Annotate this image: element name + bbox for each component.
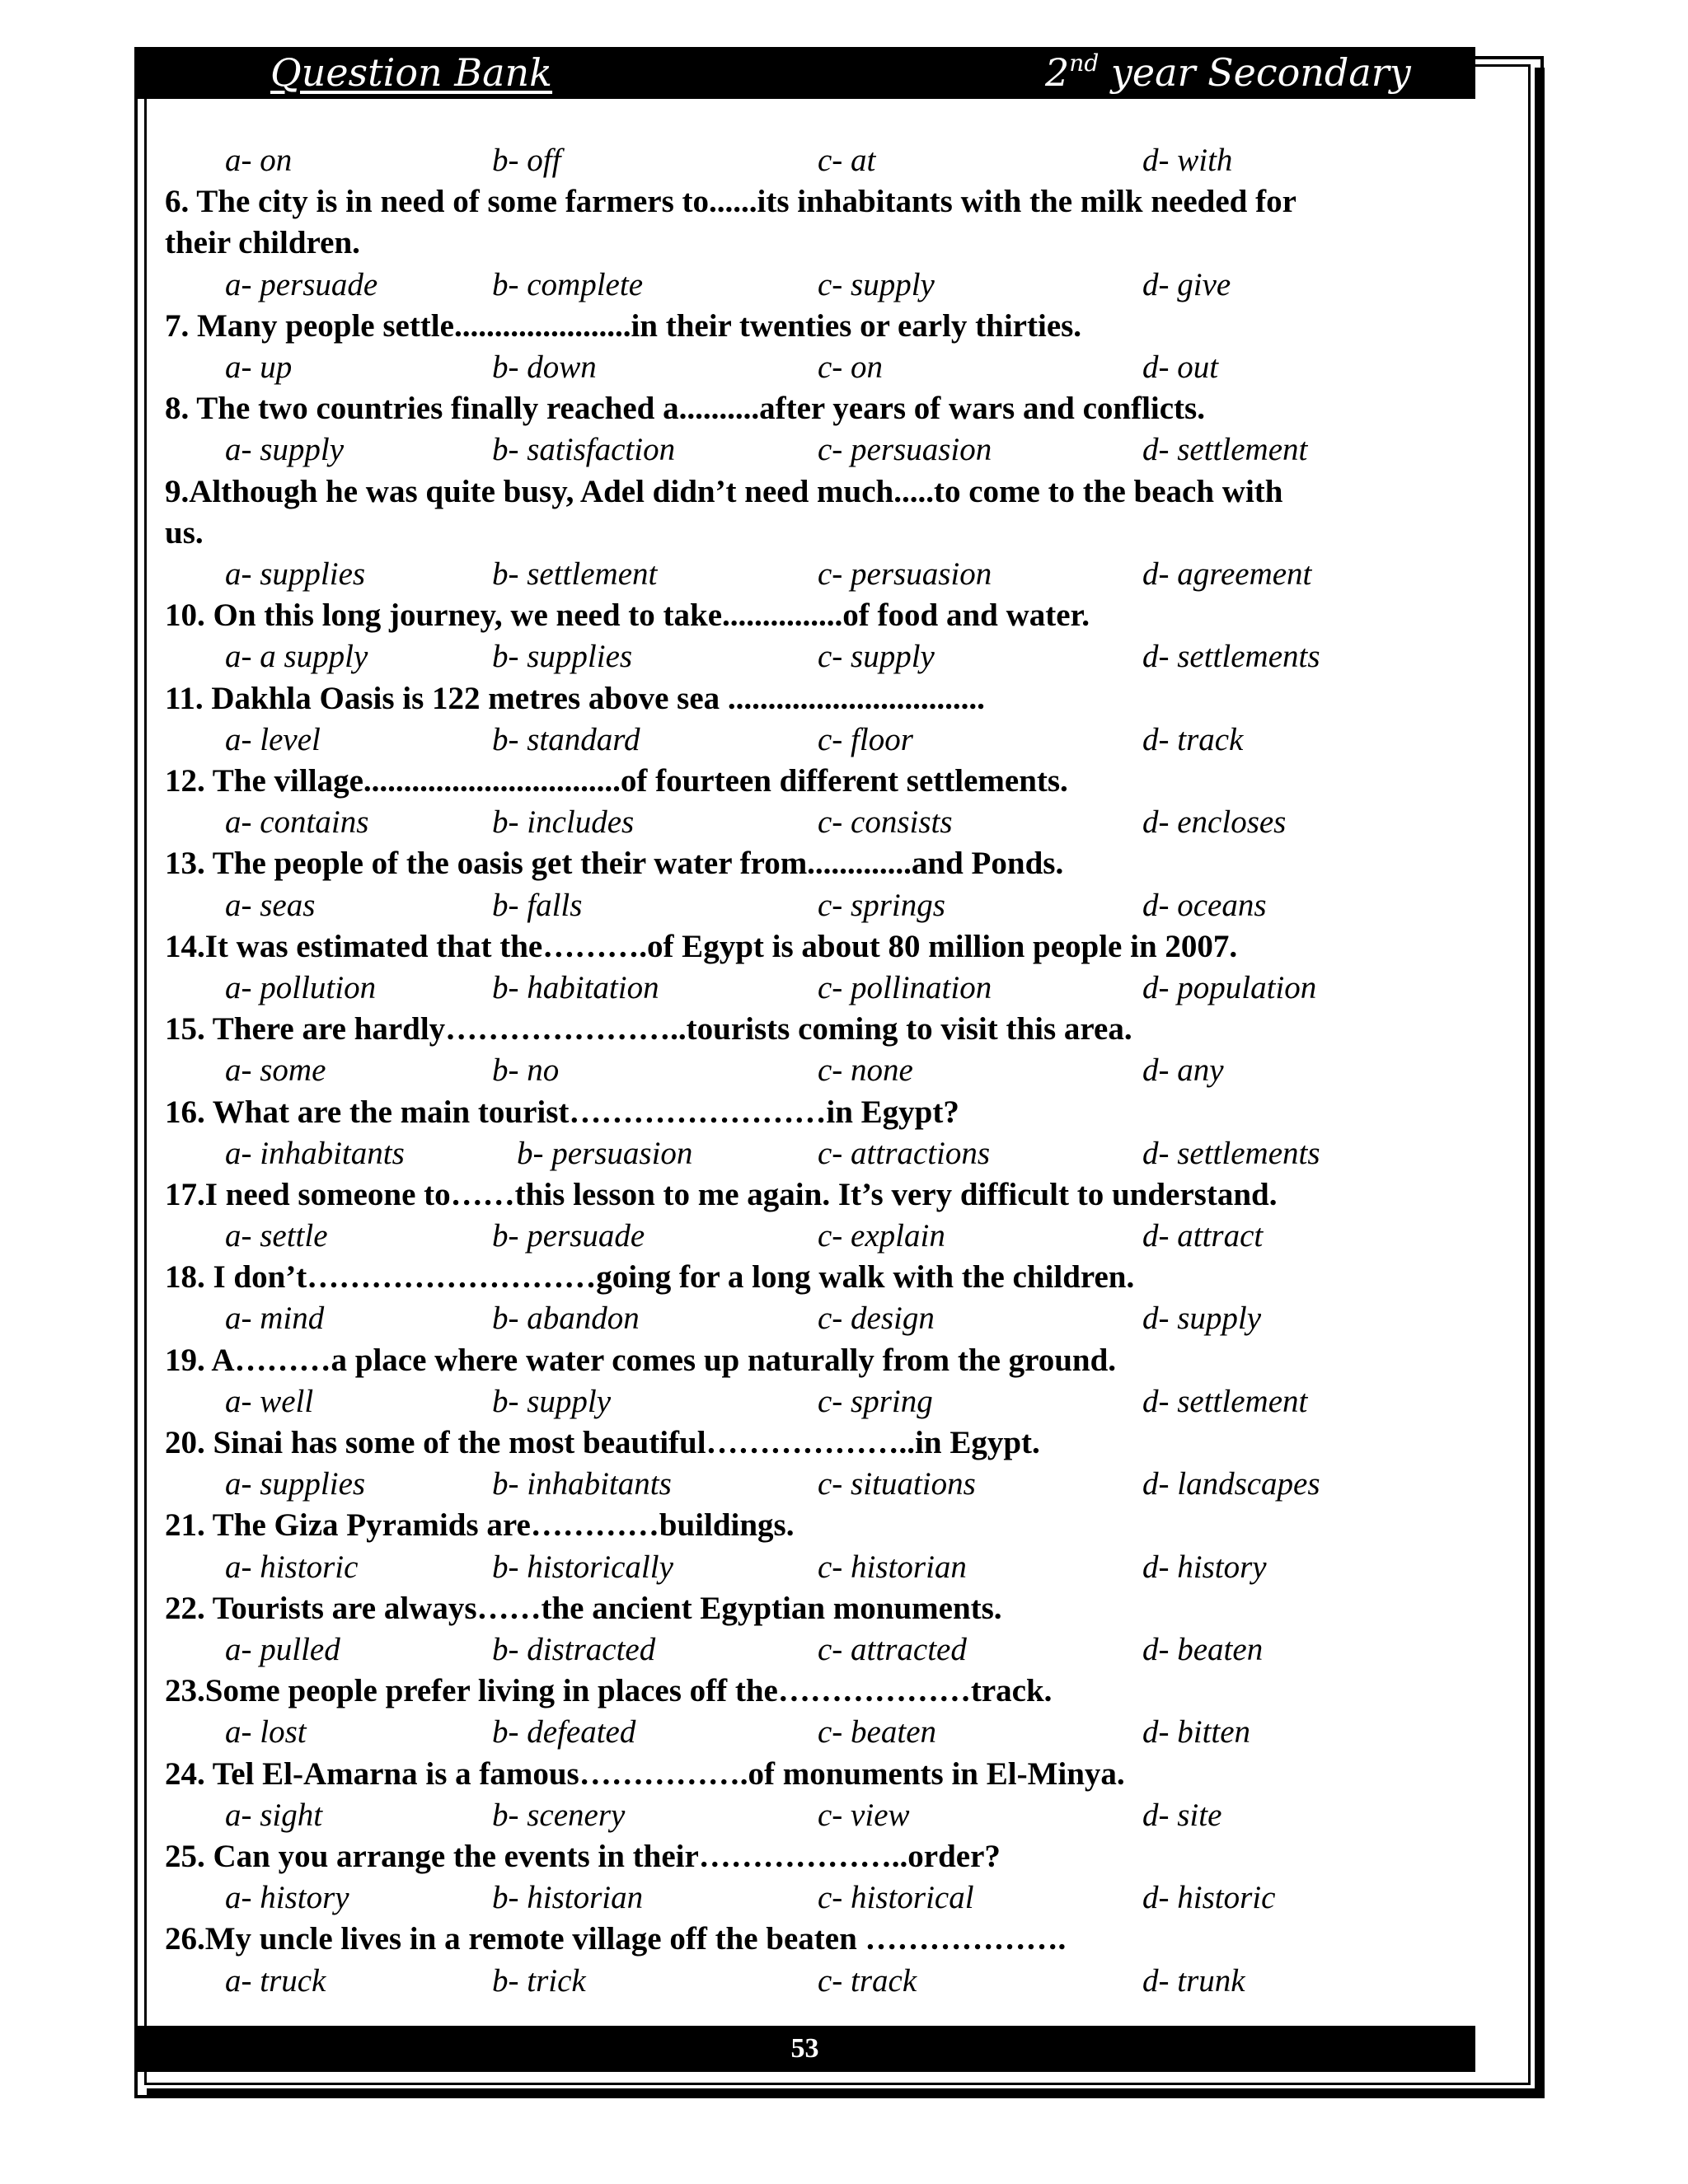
- options-row: [165, 1133, 1459, 1174]
- option-d: d- with: [1142, 143, 1233, 178]
- option-a: a- historic: [225, 1549, 359, 1585]
- option-c: c- consists: [818, 804, 953, 841]
- options-row: [165, 265, 1459, 306]
- options-row: [165, 1298, 1459, 1339]
- page-header: [134, 47, 1475, 99]
- question-text: 25. Can you arrange the events in their………………..order?: [165, 1839, 1001, 1875]
- option-c: c- persuasion: [818, 555, 992, 592]
- option-b: b- falls: [492, 887, 583, 923]
- option-b: b- standard: [492, 721, 640, 757]
- option-c: c- at: [818, 143, 876, 178]
- question-text-continued: us.: [165, 514, 204, 551]
- option-d: d- track: [1142, 721, 1244, 757]
- options-row: [165, 1050, 1459, 1091]
- options-row: [165, 1629, 1459, 1671]
- question-text: 15. There are hardly…………………..tourists coming to visit this area.: [165, 1011, 1132, 1047]
- option-b: b- complete: [492, 266, 644, 302]
- question-text: 7. Many people settle......................in their twenties or early thirties.: [165, 307, 1082, 344]
- option-a: a- supplies: [225, 555, 366, 592]
- option-b: b- down: [492, 349, 597, 385]
- options-row: [165, 719, 1459, 761]
- option-b: b- settlement: [492, 555, 658, 592]
- options-row: [165, 347, 1459, 388]
- options-row: [165, 1216, 1459, 1257]
- option-a: a- persuade: [225, 266, 378, 302]
- option-b: b- supplies: [492, 639, 633, 675]
- option-d: d- out: [1142, 349, 1219, 385]
- options-row: [165, 1547, 1459, 1588]
- option-b: b- persuade: [492, 1218, 645, 1254]
- option-c: c- spring: [818, 1383, 933, 1419]
- option-a: a- settle: [225, 1218, 328, 1254]
- option-a: a- sight: [225, 1797, 323, 1833]
- option-a: a- lost: [225, 1714, 307, 1750]
- option-b: b- inhabitants: [492, 1466, 672, 1502]
- options-row: [165, 968, 1459, 1009]
- question-list: [165, 140, 1459, 2002]
- question-text: 10. On this long journey, we need to take...............of food and water.: [165, 598, 1090, 634]
- option-a: a- seas: [225, 887, 316, 923]
- option-d: d- history: [1142, 1549, 1267, 1585]
- option-b: b- persuasion: [517, 1135, 693, 1171]
- question-text: 20. Sinai has some of the most beautiful………………..in Egypt.: [165, 1425, 1040, 1461]
- option-c: c- historical: [818, 1880, 974, 1916]
- option-d: d- bitten: [1142, 1714, 1251, 1750]
- option-b: b- abandon: [492, 1301, 640, 1337]
- question-text: 24. Tel El-Amarna is a famous…………….of monuments in El-Minya.: [165, 1755, 1125, 1792]
- option-d: d- encloses: [1142, 804, 1287, 841]
- option-d: d- oceans: [1142, 887, 1267, 923]
- option-a: a- up: [225, 349, 293, 385]
- option-b: b- historian: [492, 1880, 644, 1916]
- question-text: 16. What are the main tourist……………………in Egypt?: [165, 1094, 959, 1130]
- header-title-left: Question Bank: [270, 50, 553, 95]
- page-number: 53: [790, 2033, 819, 2064]
- option-a: a- well: [225, 1383, 314, 1419]
- options-row: [165, 1961, 1459, 2002]
- option-a: a- level: [225, 721, 321, 757]
- question-text: 13. The people of the oasis get their water from.............and Ponds.: [165, 846, 1064, 882]
- option-c: c- supply: [818, 639, 935, 675]
- question-text: 14.It was estimated that the……….of Egypt is about 80 million people in 2007.: [165, 928, 1238, 964]
- option-c: c- beaten: [818, 1714, 937, 1750]
- option-c: c- situations: [818, 1466, 976, 1502]
- question-text-continued: their children.: [165, 225, 360, 261]
- options-row: [165, 1877, 1459, 1919]
- option-b: b- scenery: [492, 1797, 626, 1833]
- option-c: c- springs: [818, 887, 945, 923]
- option-a: a- supply: [225, 432, 345, 468]
- option-d: d- population: [1142, 969, 1317, 1005]
- options-row: [165, 1464, 1459, 1505]
- option-c: c- view: [818, 1797, 910, 1833]
- option-d: d- trunk: [1142, 1962, 1245, 1999]
- option-b: b- habitation: [492, 969, 659, 1005]
- question-text: 19. A………a place where water comes up naturally from the ground.: [165, 1342, 1117, 1378]
- option-b: b- includes: [492, 804, 635, 841]
- options-row: [165, 140, 1459, 181]
- option-c: c- historian: [818, 1549, 967, 1585]
- question-text: 8. The two countries finally reached a..........after years of wars and conflicts.: [165, 391, 1205, 427]
- option-d: d- agreement: [1142, 555, 1312, 592]
- option-d: d- give: [1142, 266, 1231, 302]
- option-c: c- none: [818, 1052, 913, 1089]
- header-title-right: 2nd year Secondary: [1045, 49, 1411, 95]
- option-c: c- track: [818, 1962, 917, 1999]
- option-a: a- some: [225, 1052, 326, 1089]
- option-d: d- settlement: [1142, 432, 1308, 468]
- options-row: [165, 429, 1459, 471]
- options-row: [165, 885, 1459, 926]
- option-a: a- mind: [225, 1301, 325, 1337]
- option-c: c- floor: [818, 721, 913, 757]
- option-a: a- truck: [225, 1962, 326, 1999]
- option-d: d- settlement: [1142, 1383, 1308, 1419]
- option-c: c- persuasion: [818, 432, 992, 468]
- option-c: c- design: [818, 1301, 935, 1337]
- option-b: b- distracted: [492, 1632, 656, 1668]
- question-text: 22. Tourists are always……the ancient Egyptian monuments.: [165, 1590, 1002, 1626]
- options-row: [165, 1795, 1459, 1836]
- option-b: b- off: [492, 143, 561, 178]
- option-b: b- supply: [492, 1383, 612, 1419]
- option-c: c- explain: [818, 1218, 945, 1254]
- option-c: c- on: [818, 349, 884, 385]
- question-text: 18. I don’t………………………going for a long walk with the children.: [165, 1259, 1135, 1296]
- options-row: [165, 802, 1459, 843]
- page-footer: [134, 2026, 1475, 2072]
- question-text: 12. The village................................of fourteen different settlements.: [165, 762, 1068, 799]
- option-d: d- settlements: [1142, 639, 1320, 675]
- option-d: d- beaten: [1142, 1632, 1264, 1668]
- question-text: 21. The Giza Pyramids are…………buildings.: [165, 1507, 795, 1544]
- question-text: 9.Although he was quite busy, Adel didn’t need much.....to come to the beach with: [165, 473, 1283, 509]
- options-row: [165, 636, 1459, 677]
- question-text: 17.I need someone to……this lesson to me again. It’s very difficult to understand.: [165, 1176, 1278, 1212]
- question-text: 23.Some people prefer living in places off the………………track.: [165, 1673, 1053, 1709]
- option-a: a- contains: [225, 804, 369, 841]
- option-c: c- attracted: [818, 1632, 967, 1668]
- option-a: a- history: [225, 1880, 349, 1916]
- option-d: d- supply: [1142, 1301, 1262, 1337]
- option-b: b- no: [492, 1052, 560, 1089]
- option-d: d- historic: [1142, 1880, 1276, 1916]
- option-d: d- attract: [1142, 1218, 1264, 1254]
- option-a: a- on: [225, 143, 293, 178]
- option-a: a- a supply: [225, 639, 368, 675]
- option-d: d- any: [1142, 1052, 1224, 1089]
- option-a: a- pollution: [225, 969, 377, 1005]
- options-row: [165, 1381, 1459, 1422]
- option-a: a- pulled: [225, 1632, 340, 1668]
- option-b: b- historically: [492, 1549, 673, 1585]
- options-row: [165, 1712, 1459, 1753]
- question-text: 11. Dakhla Oasis is 122 metres above sea ................................: [165, 680, 985, 716]
- option-c: c- attractions: [818, 1135, 991, 1171]
- question-text: 26.My uncle lives in a remote village off the beaten ……………….: [165, 1921, 1067, 1957]
- option-b: b- satisfaction: [492, 432, 676, 468]
- option-a: a- supplies: [225, 1466, 366, 1502]
- option-a: a- inhabitants: [225, 1135, 405, 1171]
- option-d: d- site: [1142, 1797, 1222, 1833]
- option-d: d- settlements: [1142, 1135, 1320, 1171]
- option-c: c- supply: [818, 266, 935, 302]
- option-d: d- landscapes: [1142, 1466, 1320, 1502]
- option-b: b- trick: [492, 1962, 586, 1999]
- options-row: [165, 554, 1459, 595]
- question-text: 6. The city is in need of some farmers to......its inhabitants with the milk needed for: [165, 184, 1296, 220]
- option-c: c- pollination: [818, 969, 992, 1005]
- option-b: b- defeated: [492, 1714, 636, 1750]
